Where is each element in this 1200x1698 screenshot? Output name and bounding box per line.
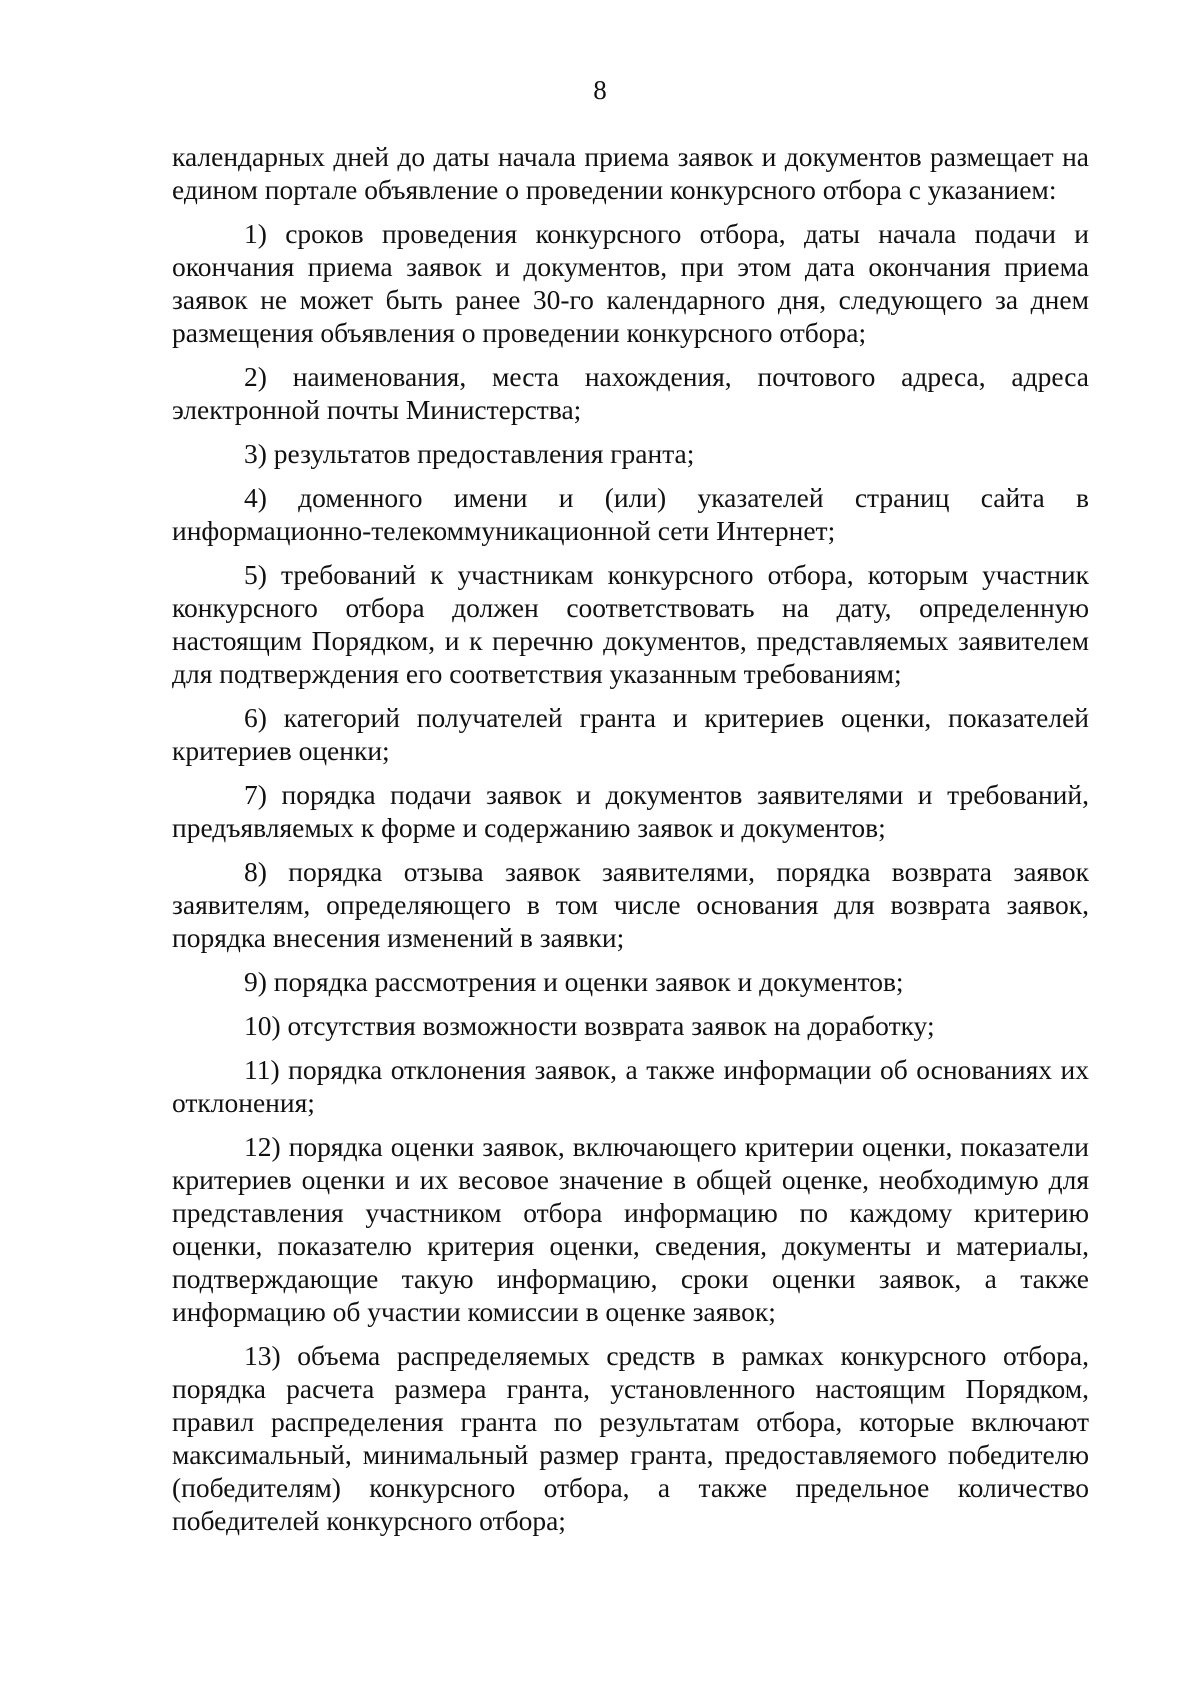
- list-item-11: 11) порядка отклонения заявок, а также информации об основаниях их отклонения;: [172, 1054, 1089, 1118]
- list-item-12: 12) порядка оценки заявок, включающего критерии оценки, показатели критериев оценки и их весовое значение в общей оценке, необходимую для представления участником отбора информацию по каждому критерию оценки, показателю критерия оценки, сведения, документы и материалы, подтверждающие такую информацию, сроки оценки заявок, а также информацию об участии комиссии в оценке заявок;: [172, 1131, 1089, 1327]
- list-item-7: 7) порядка подачи заявок и документов заявителями и требований, предъявляемых к форме и содержанию заявок и документов;: [172, 779, 1089, 843]
- list-item-3: 3) результатов предоставления гранта;: [244, 438, 695, 469]
- page-number: 8: [593, 75, 607, 105]
- list-item-1: 1) сроков проведения конкурсного отбора, даты начала подачи и окончания приема заявок и документов, при этом дата окончания приема заявок не может быть ранее 30-го календарного дня, следующего за днем размещения объявления о проведении конкурсного отбора;: [172, 218, 1089, 348]
- list-item-4: 4) доменного имени и (или) указателей страниц сайта в информационно-телекоммуникационной сети Интернет;: [172, 482, 1089, 546]
- list-item-6: 6) категорий получателей гранта и критериев оценки, показателей критериев оценки;: [172, 702, 1089, 766]
- paragraph-intro: календарных дней до даты начала приема заявок и документов размещает на едином портале объявление о проведении конкурсного отбора с указанием:: [172, 141, 1089, 205]
- list-item-5: 5) требований к участникам конкурсного отбора, которым участник конкурсного отбора должен соответствовать на дату, определенную настоящим Порядком, и к перечню документов, представляемых заявителем для подтверждения его соответствия указанным требованиям;: [172, 559, 1089, 689]
- list-item-2: 2) наименования, места нахождения, почтового адреса, адреса электронной почты Министерства;: [172, 361, 1089, 425]
- list-item-10: 10) отсутствия возможности возврата заявок на доработку;: [244, 1010, 935, 1041]
- list-item-8: 8) порядка отзыва заявок заявителями, порядка возврата заявок заявителям, определяющего в том числе основания для возврата заявок, порядка внесения изменений в заявки;: [172, 856, 1089, 953]
- list-item-9: 9) порядка рассмотрения и оценки заявок и документов;: [244, 966, 904, 997]
- document-body: [172, 140, 1089, 1548]
- list-item-13: 13) объема распределяемых средств в рамках конкурсного отбора, порядка расчета размера гранта, установленного настоящим Порядком, правил распределения гранта по результатам отбора, которые включают максимальный, минимальный размер гранта, предоставляемого победителю (победителям) конкурсного отбора, а также предельное количество победителей конкурсного отбора;: [172, 1340, 1089, 1536]
